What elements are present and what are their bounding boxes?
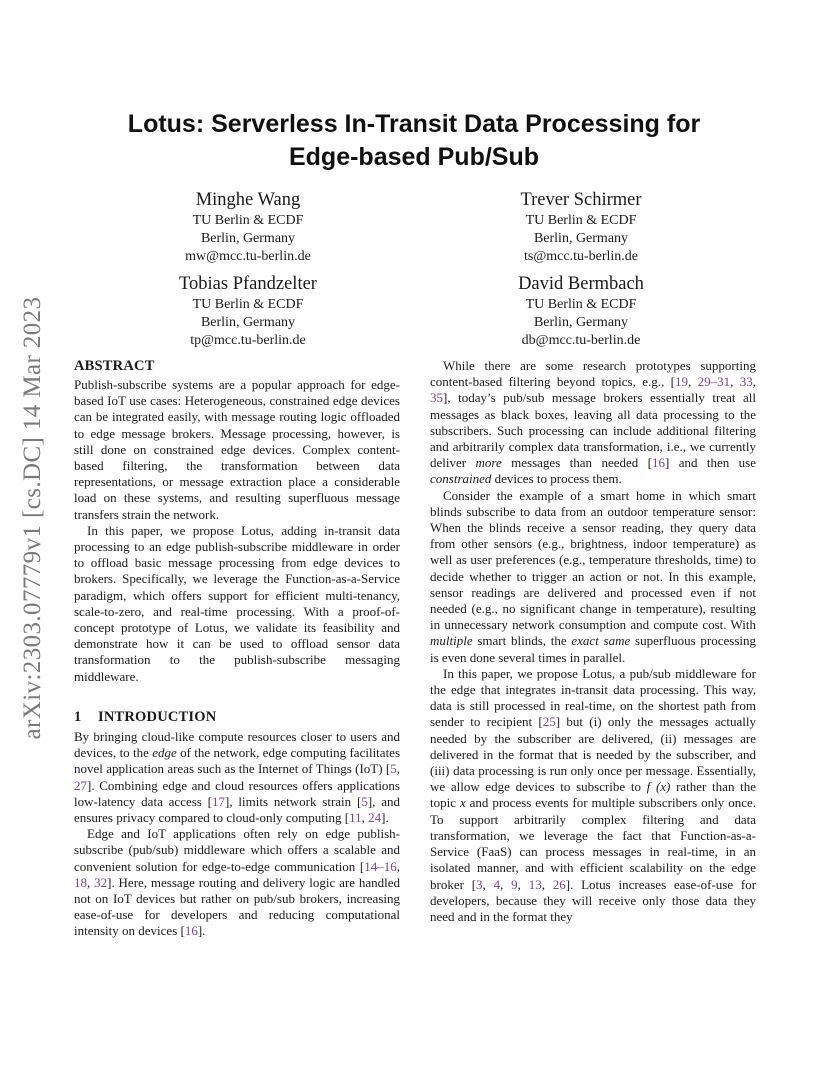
- author-name: Minghe Wang: [195, 190, 301, 210]
- paper-title: [74, 108, 754, 174]
- citation-link[interactable]: 19: [674, 374, 688, 390]
- introduction-left-column: [74, 729, 400, 940]
- citation-link[interactable]: 18: [74, 874, 87, 890]
- citation-link[interactable]: 16: [184, 923, 198, 939]
- citation-link[interactable]: 24: [368, 810, 382, 826]
- section-number: 1: [74, 709, 82, 725]
- abstract-heading: ABSTRACT: [74, 358, 155, 374]
- citation-link[interactable]: 3: [476, 876, 483, 892]
- citation-link[interactable]: 9: [511, 876, 518, 892]
- citation-link[interactable]: 16: [651, 455, 665, 471]
- citation-link[interactable]: 5: [361, 793, 368, 809]
- citation-link[interactable]: 26: [552, 876, 566, 892]
- citation-link[interactable]: 29–31: [697, 374, 731, 390]
- intro-paragraph-5: In this paper, we propose Lotus, a pub/sub middleware for the edge that integrates in-transit data processing. This way, data is still processed in real-time, on the shortest path from sender to recipient [25] but (i) only the messages actually needed by the subscriber are delivered, (ii) messages are delivered in the format that is needed by the subscriber, and (iii) data processing is run only once per message. Essentially, we allow edge devices to subscribe to f (x) rather than the topic x and process events for multiple subscribers only once. To support arbitrarily complex filtering and data transformation, we leverage the fact that Function-as-a-Service (FaaS) can process messages in real-time, in an isolated manner, and with efficient scalability on the edge broker [3, 4, 9, 13, 26]. Lotus increases ease-of-use for developers, because they will receive only those data they need and in the format they: [430, 665, 757, 924]
- citation-link[interactable]: 35: [430, 390, 443, 406]
- title-line-1: Lotus: Serverless In-Transit Data Processing for: [127, 110, 701, 138]
- section-title: INTRODUCTION: [98, 709, 217, 725]
- intro-paragraph-1: By bringing cloud-like compute resources closer to users and devices, to the edge of the network, edge computing facilitates novel application areas such as the Internet of Things (IoT) [5, 27]. Combining edge and cloud resources offers applications low-latency data access [17], limits network strain [5], and ensures privacy compared to cloud-only computing [11, 24].: [74, 729, 401, 826]
- author-email: db@mcc.tu-berlin.de: [521, 333, 641, 348]
- author-affiliation: TU Berlin & ECDF: [525, 297, 637, 312]
- author-email: mw@mcc.tu-berlin.de: [185, 249, 311, 264]
- citation-link[interactable]: 13: [528, 876, 542, 892]
- author-block-2: [451, 188, 711, 266]
- author-email: tp@mcc.tu-berlin.de: [190, 333, 306, 348]
- author-block-1: [118, 188, 378, 266]
- introduction-heading: [74, 708, 216, 726]
- arxiv-identifier: [18, 285, 48, 750]
- intro-paragraph-3: While there are some research prototypes supporting content-based filtering beyond topics, e.g., [19, 29–31, 33, 35], today’s pub/sub message brokers essentially treat all messages as black boxes, leaving all data processing to the subscribers. Such processing can include additional filtering and arbitrarily complex data transformation, i.e., we currently deliver more messages than needed [16] and then use constrained devices to process them.: [430, 358, 757, 487]
- author-affiliation: TU Berlin & ECDF: [525, 213, 637, 228]
- author-location: Berlin, Germany: [200, 315, 296, 330]
- intro-paragraph-2: Edge and IoT applications often rely on edge publish-subscribe (pub/sub) middleware which offers a scalable and convenient solution for edge-to-edge communication [14–16, 18, 32]. Here, message routing and delivery logic are handled not on IoT devices but rather on pub/sub brokers, increasing ease-of-use for developers and reducing computational intensity on devices [16].: [74, 826, 400, 939]
- author-name: David Bermbach: [518, 274, 644, 294]
- citation-link[interactable]: 4: [493, 876, 501, 892]
- abstract-paragraph-1: Publish-subscribe systems are a popular approach for edge-based IoT use cases: Heterogeneous, constrained edge devices can be integrated easily, with message routing logic offloaded to edge message brokers. Message processing, however, is still done on constrained edge devices. Complex content-based filtering, the transformation between data representations, or message extraction place a considerable load on these systems, and resulting superfluous message transfers strain the network.: [74, 377, 400, 522]
- citation-link[interactable]: 33: [739, 374, 753, 390]
- abstract-paragraph-2: In this paper, we propose Lotus, adding in-transit data processing to an edge publish-subscribe middleware in order to offload basic message processing from edge devices to brokers. Specifically, we leverage the Function-as-a-Service paradigm, which offers support for efficient multi-tenancy, scale-to-zero, and real-time processing. With a proof-of-concept prototype of Lotus, we validate its feasibility and demonstrate how it can be used to offload sensor data transformation to the publish-subscribe messaging middleware.: [74, 522, 400, 684]
- citation-link[interactable]: 32: [94, 874, 108, 890]
- abstract-section: [74, 357, 400, 685]
- author-name: Tobias Pfandzelter: [179, 274, 317, 294]
- citation-link[interactable]: 14–16: [364, 858, 397, 874]
- citation-link[interactable]: 17: [212, 793, 226, 809]
- author-block-4: [451, 272, 711, 350]
- author-location: Berlin, Germany: [533, 231, 629, 246]
- citation-link[interactable]: 27: [74, 777, 87, 793]
- author-affiliation: TU Berlin & ECDF: [192, 213, 304, 228]
- citation-link[interactable]: 25: [542, 714, 556, 730]
- citation-link[interactable]: 5: [390, 761, 397, 777]
- arxiv-identifier-text: arXiv:2303.07779v1 [cs.DC] 14 Mar 2023: [19, 296, 46, 739]
- author-name: Trever Schirmer: [520, 190, 642, 210]
- introduction-right-column: [430, 358, 756, 925]
- intro-paragraph-4: Consider the example of a smart home in which smart blinds subscribe to data from an outdoor temperature sensor: When the blinds receive a sensor reading, they query data from other sensors (e.g., brightness, indoor temperature) as well as user preferences (e.g., temperature thresholds, time) to decide whether to trigger an action or not. In this example, sensor readings are delivered and processed even if not needed (e.g., no significant change in temperature), resulting in unnecessary network consumption and compute cost. With multiple smart blinds, the exact same superfluous processing is even done several times in parallel.: [430, 487, 757, 665]
- title-line-2: Edge-based Pub/Sub: [288, 143, 540, 171]
- citation-link[interactable]: 11: [349, 810, 362, 826]
- author-block-3: [118, 272, 378, 350]
- author-affiliation: TU Berlin & ECDF: [192, 297, 304, 312]
- author-location: Berlin, Germany: [200, 231, 296, 246]
- author-location: Berlin, Germany: [533, 315, 629, 330]
- author-email: ts@mcc.tu-berlin.de: [524, 249, 638, 264]
